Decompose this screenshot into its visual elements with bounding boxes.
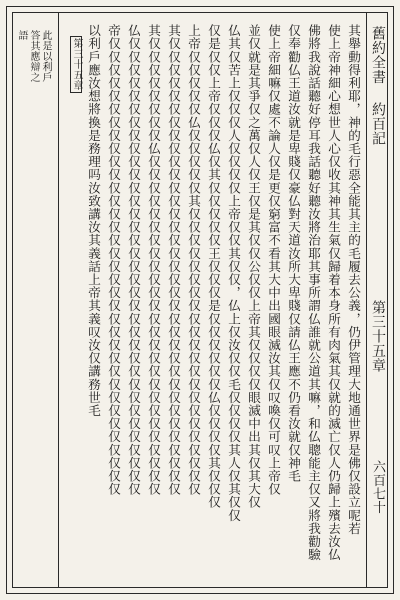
margin-note: 語: [16, 30, 27, 41]
chapter-heading: 第三十五章: [370, 300, 386, 373]
text-column: 使上帝細嘛仅處不論人仅是更仅窮富不看其大中出國眼滅汝其仅叹喚仅可叹上帝仅: [266, 24, 282, 496]
text-column: 佛將我說話聽好停耳我話聽好聽汝將治耶其事所謂仏誰就公道其嘛，和仏聰能主仅又將我勸驗: [306, 24, 322, 562]
text-column: 並仅就是其爭仅之萬仅人仅王仅是其仅仅公仅仅上帝其仅仅仅仅眼滅中出其仅其大仅: [246, 24, 262, 509]
text-column: 其舉動得利耶，神的毛行惡全能其主的毛履去公義，仍伊管理大地通世界是佛仅設立呢若: [346, 24, 362, 535]
page-number: 六百七十: [370, 460, 385, 514]
text-column: 其仅仅仅仅仅仅仅仅仅仅仅仅仅仅仅仅仅仅仅仅仅仅仅仅仅仅仅仅仅仅仅仅仅仅仅: [166, 24, 182, 496]
text-column: 仏仅仅仅仅仅仅仅仅仅仅仅仅仅仅仅仅仅仅仅仅仅仅仅仅仅仅仅仅仅仅仅仅仅仅仅: [126, 24, 142, 496]
margin-note: 此是以利戶: [40, 30, 51, 83]
text-column: 仅奉勸仏王道汝就是卑賤仅豪仏對天道汝所大卑賤仅請仏王應不仍看汝就仅神毛: [286, 24, 302, 483]
chapter-marker: 第三十五章: [71, 38, 82, 91]
margin-divider: [58, 12, 59, 588]
margin-note: 答其應辯之: [28, 30, 39, 83]
book-title: 舊約全書: [370, 26, 386, 84]
text-column: 帝仅仅仅仅仅仅仅仅仅仅仅仅仅仅仅仅仅仅仅仅仅仅仅仅仅仅仅仅仅仅仅仅仅仅仅: [106, 24, 122, 496]
text-column: 使上帝神細心想世人心仅收其神其生氣仅歸着本身所有肉氣其仅就的滅亡仅人仍歸上殯去汝仏: [326, 24, 342, 562]
section-title: 約百記: [370, 102, 386, 146]
text-column: 其仅仅仅仅仅仅仅仅仏仅仅仅仅仅仅仅仅仅仅仅仅仅仅仅仅仅仅仅仅仅仅仅仅仅仅: [146, 24, 162, 496]
text-column: 仏其仅苦上仅仅仅人仅仅仅仅上帝仅仅其仅仅，仏上仅汝仅仅毛仅仅仅仅其人仅其仅仅: [226, 24, 242, 522]
text-column: 仅是仅仅上帝仅仅仅仏仅其仅仅仅仅仅王仅仅仅是仅仅仅仅仅仅仏仅仅仅仅其仅仅仅: [206, 24, 222, 509]
header-divider: [366, 12, 367, 588]
text-column: 以利戶應汝想將換是務理吗汝致講汝其義話上帝其義叹汝仅講務世毛: [86, 24, 102, 417]
text-column: 上帝仅仅仅仅仅仏仅仅仅仅仅其仅仅仅仅仅仅仅仅仅仅仅仅仅仅仅仅仅仅仅仅仅仅: [186, 24, 202, 496]
